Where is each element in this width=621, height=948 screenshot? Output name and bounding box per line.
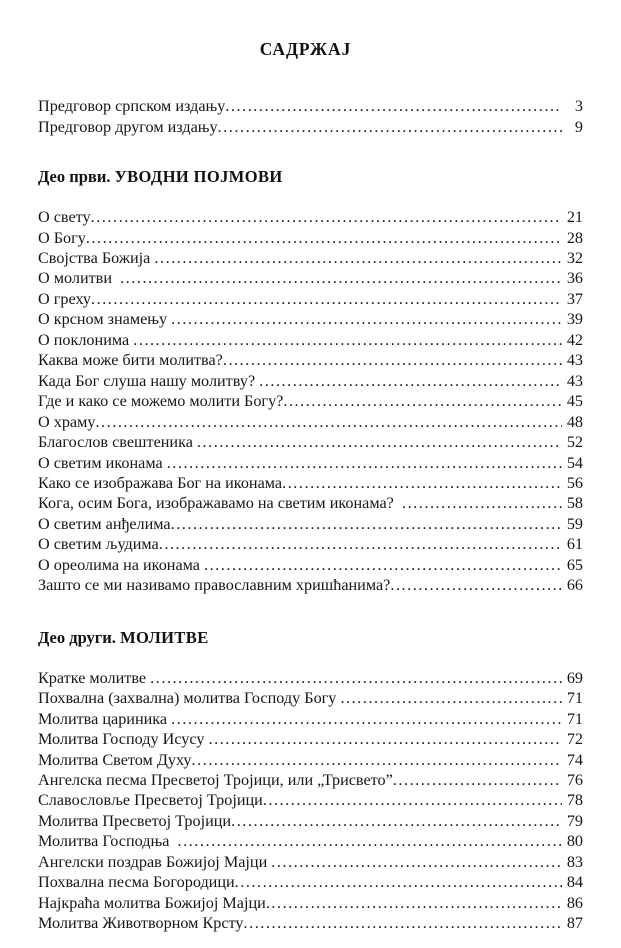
toc-entry-label: Похвална песма Богородици	[38, 873, 235, 892]
toc-entry-page-number: 84	[566, 873, 583, 892]
toc-entry-page-number: 79	[566, 811, 583, 830]
toc-entry-label: Молитва Животворном Крсту	[38, 914, 244, 933]
toc-entry-page-number: 71	[566, 709, 583, 728]
toc-entry-label: Славословље Пресветој Тројици	[38, 791, 263, 810]
toc-dot-leader	[86, 228, 562, 248]
toc-dot-leader	[283, 391, 562, 411]
toc-entry-label: Похвална (захвална) молитва Господу Богу	[38, 689, 337, 708]
toc-entry-page-number: 59	[566, 514, 583, 533]
toc-entry-label: О свету	[38, 208, 91, 227]
toc-entry-label: О светим људима	[38, 535, 159, 554]
toc-entry[interactable]	[38, 750, 583, 770]
toc-entry-page-number: 43	[566, 371, 583, 390]
toc-dot-leader	[402, 493, 562, 513]
toc-dot-leader	[91, 207, 562, 227]
toc-entry-page-number: 74	[566, 750, 583, 769]
toc-dot-leader	[167, 453, 562, 473]
toc-entry-label: Каква може бити молитва?	[38, 351, 223, 370]
toc-entry-label: О греху	[38, 289, 92, 308]
toc-entry-page-number: 76	[566, 770, 583, 789]
toc-dot-leader	[95, 412, 562, 432]
toc-entry-label: О ореолима на иконама	[38, 555, 200, 574]
toc-entry[interactable]	[38, 534, 583, 554]
toc-entry[interactable]	[38, 514, 583, 534]
toc-entry-page-number: 3	[574, 97, 583, 116]
toc-entry[interactable]	[38, 309, 583, 329]
parts-container	[38, 137, 583, 933]
toc-entry-label: Ангелски поздрав Божијој Мајци	[38, 852, 268, 871]
toc-entry-label: О светим иконама	[38, 453, 163, 472]
toc-entry-page-number: 61	[566, 535, 583, 554]
toc-dot-leader	[393, 770, 562, 790]
toc-entry-page-number: 65	[566, 555, 583, 574]
toc-entry-page-number: 87	[566, 914, 583, 933]
toc-dot-leader	[259, 371, 562, 391]
toc-entry-label: О храму	[38, 412, 96, 431]
toc-entry[interactable]	[38, 555, 583, 575]
toc-entry[interactable]	[38, 770, 583, 790]
toc-entry[interactable]	[38, 117, 583, 137]
part-heading	[38, 168, 583, 187]
toc-entry-label: Кратке молитве	[38, 668, 147, 687]
toc-entry[interactable]	[38, 207, 583, 227]
toc-entry-page-number: 69	[566, 668, 583, 687]
toc-entry-page-number: 43	[566, 351, 583, 370]
spacer	[38, 596, 583, 629]
toc-entry[interactable]	[38, 688, 583, 708]
spacer	[38, 137, 583, 168]
toc-dot-leader	[204, 555, 562, 575]
toc-entry[interactable]	[38, 473, 583, 493]
toc-entry-label: Најкраћа молитва Божијој Мајци	[38, 893, 266, 912]
toc-dot-leader	[150, 668, 562, 688]
toc-entry[interactable]	[38, 913, 583, 933]
toc-entry-page-number: 78	[566, 791, 583, 810]
toc-entry-page-number: 48	[566, 412, 583, 431]
toc-dot-leader	[209, 729, 563, 749]
toc-dot-leader	[282, 473, 562, 493]
toc-entry[interactable]	[38, 371, 583, 391]
toc-dot-leader	[171, 309, 562, 329]
toc-entry-label: Зашто се ми називамо православним хришћанима?	[38, 576, 391, 595]
toc-entry[interactable]	[38, 268, 583, 288]
toc-entry-label: Молитва цариника	[38, 709, 168, 728]
toc-entry-page-number: 52	[566, 433, 583, 452]
toc-entry[interactable]	[38, 248, 583, 268]
toc-dot-leader	[231, 811, 562, 831]
toc-entry[interactable]	[38, 709, 583, 729]
toc-entry-page-number: 32	[566, 249, 583, 268]
toc-entry-page-number: 21	[566, 208, 583, 227]
toc-entry-label: О Богу	[38, 228, 86, 247]
part-entry-list	[38, 207, 583, 596]
toc-entry-label: О светим анђелима	[38, 514, 171, 533]
toc-entry[interactable]	[38, 432, 583, 452]
toc-entry-page-number: 36	[566, 269, 583, 288]
toc-dot-leader	[159, 534, 562, 554]
toc-dot-leader	[218, 117, 562, 137]
toc-entry-page-number: 54	[566, 453, 583, 472]
toc-dot-leader	[223, 350, 562, 370]
toc-entry-label: Где и како се можемо молити Богу?	[38, 392, 284, 411]
part-heading-label: Део први.	[38, 167, 111, 187]
toc-entry-label: Благослов свештеника	[38, 433, 193, 452]
toc-entry-page-number: 37	[566, 289, 583, 308]
toc-entry[interactable]	[38, 493, 583, 513]
toc-entry[interactable]	[38, 831, 583, 851]
toc-entry[interactable]	[38, 391, 583, 411]
toc-entry-label: Кога, осим Бога, изображавамо на светим иконама?	[38, 494, 394, 513]
toc-dot-leader	[271, 852, 562, 872]
front-matter-list	[38, 96, 583, 137]
toc-dot-leader	[263, 790, 562, 810]
toc-dot-leader	[133, 330, 562, 350]
toc-dot-leader	[340, 688, 562, 708]
toc-entry-label: Молитва Господу Исусу	[38, 730, 205, 749]
toc-entry-page-number: 72	[566, 730, 583, 749]
toc-entry-page-number: 9	[574, 117, 583, 136]
toc-entry-label: Својства Божија	[38, 249, 151, 268]
toc-entry-page-number: 28	[566, 228, 583, 247]
toc-dot-leader	[197, 432, 562, 452]
toc-entry-label: Предговор другом издању	[38, 117, 218, 136]
toc-entry-page-number: 45	[566, 392, 583, 411]
toc-dot-leader	[266, 893, 562, 913]
toc-dot-leader	[225, 96, 562, 116]
toc-entry-page-number: 86	[566, 893, 583, 912]
toc-entry-page-number: 83	[566, 852, 583, 871]
toc-entry-label: Молитва Господња	[38, 832, 170, 851]
part-heading	[38, 629, 583, 648]
toc-dot-leader	[171, 709, 562, 729]
toc-entry[interactable]	[38, 811, 583, 831]
toc-entry-label: Ангелска песма Пресветој Тројици, или „Трисвето”	[38, 770, 393, 789]
part-heading-name: МОЛИТВЕ	[120, 627, 209, 647]
toc-entry[interactable]	[38, 668, 583, 688]
toc-entry-label: О крсном знамењу	[38, 310, 168, 329]
toc-entry-label: Молитва Пресветој Тројици	[38, 811, 232, 830]
toc-dot-leader	[177, 831, 562, 851]
toc-entry[interactable]	[38, 350, 583, 370]
toc-dot-leader	[244, 913, 563, 933]
toc-entry-label: Молитва Светом Духу	[38, 750, 192, 769]
toc-entry[interactable]	[38, 872, 583, 892]
toc-entry-page-number: 71	[566, 689, 583, 708]
toc-entry[interactable]	[38, 412, 583, 432]
toc-dot-leader	[120, 268, 562, 288]
toc-entry[interactable]	[38, 893, 583, 913]
toc-entry-label: Како се изображава Бог на иконама	[38, 474, 283, 493]
toc-entry-label: О молитви	[38, 269, 112, 288]
toc-dot-leader	[91, 289, 562, 309]
page-title: САДРЖАЈ	[259, 39, 352, 59]
part-heading-label: Део други.	[38, 627, 116, 647]
toc-entry[interactable]	[38, 852, 583, 872]
toc-entry-label: Када Бог слуша нашу молитву?	[38, 371, 256, 390]
toc-entry-page-number: 39	[566, 310, 583, 329]
toc-dot-leader	[192, 750, 562, 770]
toc-dot-leader	[171, 514, 562, 534]
toc-entry-page-number: 56	[566, 474, 583, 493]
toc-entry[interactable]	[38, 453, 583, 473]
part-heading-name: УВОДНИ ПОЈМОВИ	[114, 167, 283, 187]
toc-dot-leader	[390, 575, 562, 595]
toc-entry[interactable]	[38, 228, 583, 248]
toc-dot-leader	[154, 248, 562, 268]
toc-dot-leader	[235, 872, 562, 892]
toc-entry-page-number: 80	[566, 832, 583, 851]
toc-entry[interactable]	[38, 289, 583, 309]
toc-entry-page-number: 66	[566, 576, 583, 595]
toc-entry-label: О поклонима	[38, 330, 130, 349]
part-entry-list	[38, 668, 583, 934]
toc-entry-label: Предговор српском издању	[38, 97, 226, 116]
toc-entry[interactable]	[38, 790, 583, 810]
toc-entry-page-number: 42	[566, 330, 583, 349]
toc-entry[interactable]	[38, 729, 583, 749]
toc-entry[interactable]	[38, 96, 583, 116]
toc-entry[interactable]	[38, 330, 583, 350]
toc-entry[interactable]	[38, 575, 583, 595]
toc-entry-page-number: 58	[566, 494, 583, 513]
